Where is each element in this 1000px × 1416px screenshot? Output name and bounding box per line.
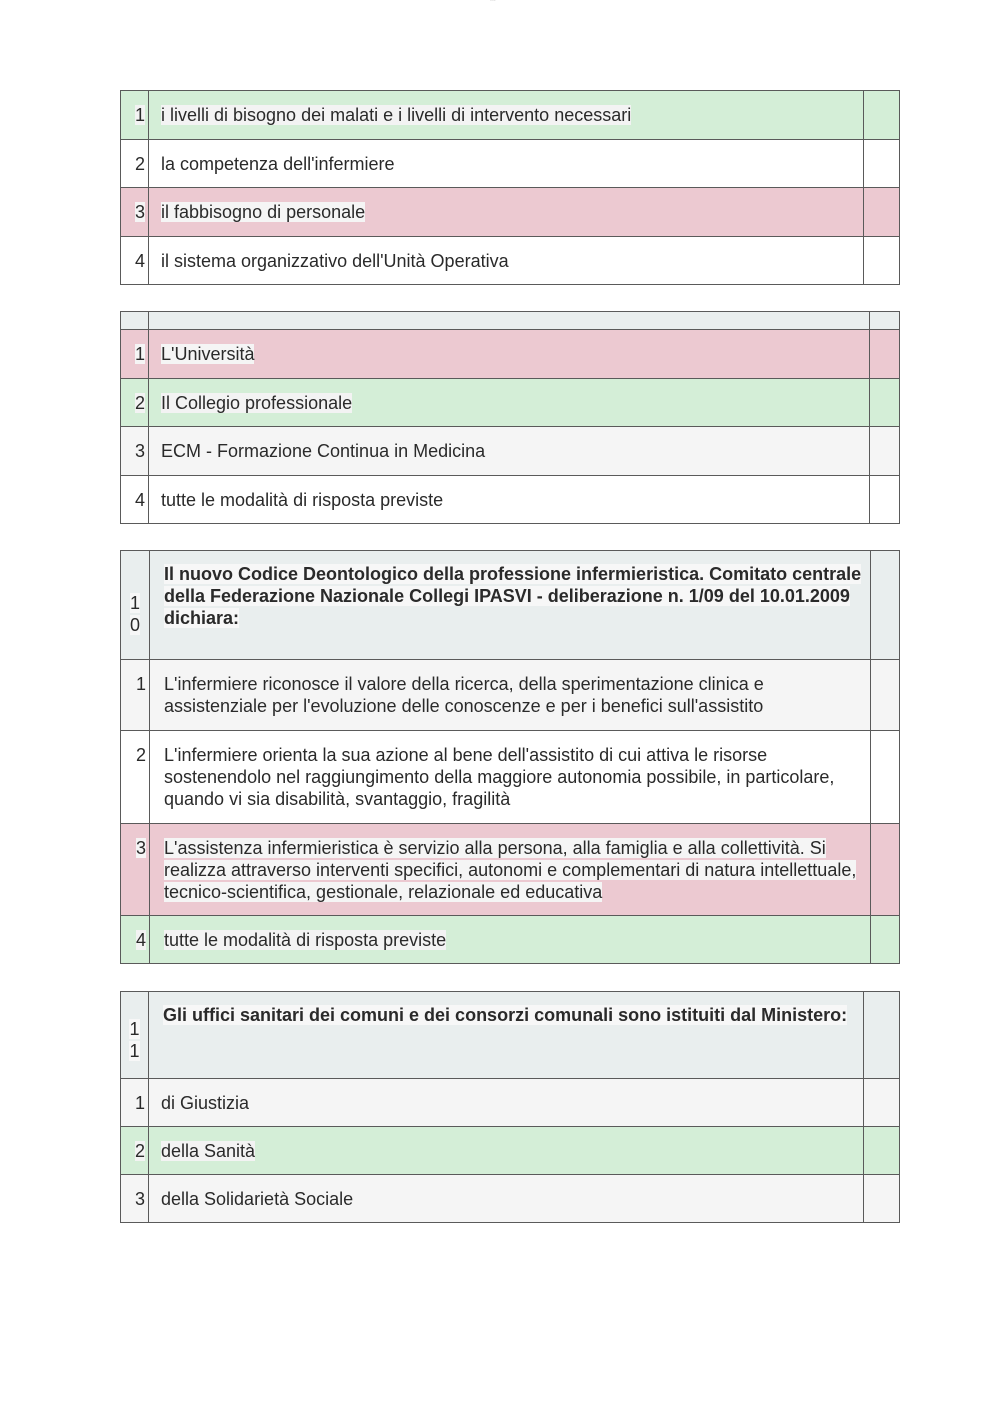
answer-row[interactable] xyxy=(121,330,900,379)
answer-text: i livelli di bisogno dei malati e i livelli di intervento necessari xyxy=(149,91,864,140)
answer-number: 2 xyxy=(121,140,149,188)
answer-number: 1 xyxy=(121,660,150,731)
answer-row[interactable] xyxy=(121,1079,900,1127)
question-text xyxy=(149,312,870,330)
answer-mark-cell xyxy=(864,140,900,188)
answer-number: 3 xyxy=(121,188,149,237)
answer-text: la competenza dell'infermiere xyxy=(149,140,864,188)
answer-mark-cell xyxy=(864,992,900,1079)
answer-row[interactable] xyxy=(121,91,900,140)
answer-number: 1 xyxy=(121,91,149,140)
answer-mark-cell xyxy=(864,1079,900,1127)
answer-number: 3 xyxy=(121,824,150,916)
answer-row[interactable] xyxy=(121,140,900,188)
answer-mark-cell xyxy=(870,330,900,379)
question-table-11 xyxy=(120,991,900,1223)
answer-mark-cell xyxy=(871,660,900,731)
question-number xyxy=(121,312,149,330)
answer-mark-cell xyxy=(870,312,900,330)
question-number: 1 0 xyxy=(121,551,150,660)
answer-text: Il Collegio professionale xyxy=(149,379,870,427)
answer-mark-cell xyxy=(864,188,900,237)
answer-text: L'Università xyxy=(149,330,870,379)
answer-number: 2 xyxy=(121,731,150,824)
answer-text: il fabbisogno di personale xyxy=(149,188,864,237)
answer-text: L'infermiere orienta la sua azione al bene dell'assistito di cui attiva le risorse sostenendolo nel raggiungimento della maggiore autonomia possibile, in particolare, quando vi sia disabilità, svantaggio, fragilità xyxy=(150,731,871,824)
answer-row[interactable] xyxy=(121,188,900,237)
answer-row[interactable] xyxy=(121,660,900,731)
answer-mark-cell xyxy=(870,476,900,524)
answer-row[interactable] xyxy=(121,731,900,824)
question-table-10 xyxy=(120,550,900,964)
answer-mark-cell xyxy=(870,379,900,427)
answer-mark-cell xyxy=(864,1175,900,1223)
answer-number: 2 xyxy=(121,1127,149,1175)
answer-row[interactable] xyxy=(121,1175,900,1223)
answer-mark-cell xyxy=(864,1127,900,1175)
answer-row[interactable] xyxy=(121,237,900,285)
question-number: 1 1 xyxy=(121,992,149,1079)
answer-row[interactable] xyxy=(121,824,900,916)
answer-mark-cell xyxy=(871,551,900,660)
answer-text: il sistema organizzativo dell'Unità Operativa xyxy=(149,237,864,285)
question-table-8 xyxy=(120,90,900,285)
answer-text: tutte le modalità di risposta previste xyxy=(150,916,871,964)
question-header-row xyxy=(121,312,900,330)
answer-row[interactable] xyxy=(121,1127,900,1175)
answer-number: 1 xyxy=(121,330,149,379)
answer-row[interactable] xyxy=(121,379,900,427)
question-header-row xyxy=(121,551,900,660)
answer-mark-cell xyxy=(871,731,900,824)
answer-mark-cell xyxy=(870,427,900,476)
answer-mark-cell xyxy=(864,237,900,285)
answer-text: della Sanità xyxy=(149,1127,864,1175)
answer-number: 3 xyxy=(121,427,149,476)
answer-text: di Giustizia xyxy=(149,1079,864,1127)
answer-row[interactable] xyxy=(121,427,900,476)
question-table-9 xyxy=(120,311,900,524)
answer-row[interactable] xyxy=(121,916,900,964)
page-mark xyxy=(490,0,496,3)
answer-text: della Solidarietà Sociale xyxy=(149,1175,864,1223)
question-text: Gli uffici sanitari dei comuni e dei consorzi comunali sono istituiti dal Ministero: xyxy=(149,992,864,1079)
answer-number: 4 xyxy=(121,476,149,524)
question-header-row xyxy=(121,992,900,1079)
answer-text: L'assistenza infermieristica è servizio alla persona, alla famiglia e alla collettività. Si realizza attraverso interventi specifici, autonomi e complementari di natura intellettuale, tecnico-scientifica, gestionale, relazionale ed educativa xyxy=(150,824,871,916)
question-text: Il nuovo Codice Deontologico della professione infermieristica. Comitato centrale della Federazione Nazionale Collegi IPASVI - deliberazione n. 1/09 del 10.01.2009 dichiara: xyxy=(150,551,871,660)
answer-mark-cell xyxy=(871,916,900,964)
answer-mark-cell xyxy=(871,824,900,916)
answer-number: 2 xyxy=(121,379,149,427)
answer-number: 1 xyxy=(121,1079,149,1127)
answer-row[interactable] xyxy=(121,476,900,524)
answer-text: ECM - Formazione Continua in Medicina xyxy=(149,427,870,476)
answer-mark-cell xyxy=(864,91,900,140)
answer-number: 4 xyxy=(121,916,150,964)
answer-text: tutte le modalità di risposta previste xyxy=(149,476,870,524)
answer-number: 4 xyxy=(121,237,149,285)
answer-number: 3 xyxy=(121,1175,149,1223)
answer-text: L'infermiere riconosce il valore della ricerca, della sperimentazione clinica e assistenziale per l'evoluzione delle conoscenze e per i benefici sull'assistito xyxy=(150,660,871,731)
